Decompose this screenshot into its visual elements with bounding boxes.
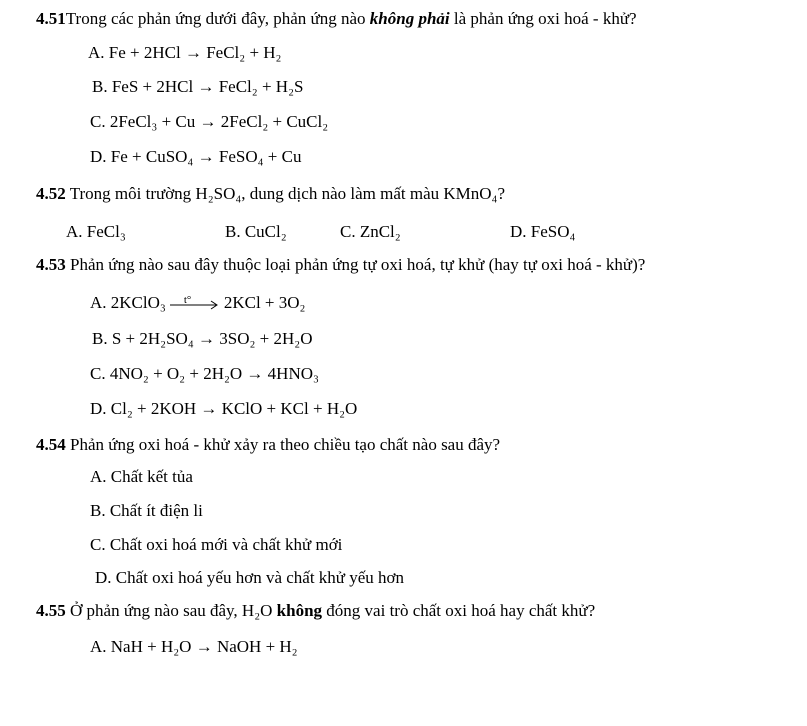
question-number: 4.55 bbox=[36, 601, 66, 620]
products: 2KCl + 3O₂ bbox=[223, 293, 306, 312]
question-text: Trong các phản ứng dưới đây, phản ứng nào bbox=[65, 9, 370, 28]
option-c[interactable]: C. Chất oxi hoá mới và chất khử mới bbox=[90, 535, 343, 554]
question-4-55 bbox=[36, 600, 595, 622]
option-a[interactable]: A. Chất kết tủa bbox=[90, 467, 193, 486]
question-text: Phản ứng nào sau đây thuộc loại phản ứng tự oxi hoá, tự khử (hay tự oxi hoá - khử)? bbox=[70, 255, 646, 274]
option-a[interactable]: A. NaH + H₂O → NaOH + H₂ bbox=[90, 637, 298, 656]
question-number: 4.53 bbox=[36, 255, 66, 274]
option-d[interactable]: D. Chất oxi hoá yếu hơn và chất khử yếu hơn bbox=[95, 568, 405, 587]
option-c[interactable]: C. 2FeCl₃ + Cu → 2FeCl₂ + CuCl₂ bbox=[90, 112, 329, 131]
question-number: 4.51 bbox=[36, 9, 66, 28]
question-4-51 bbox=[36, 8, 637, 30]
option-d[interactable]: D. Cl₂ + 2KOH → KClO + KCl + H₂O bbox=[90, 399, 358, 418]
option-b[interactable]: B. Chất ít điện li bbox=[90, 501, 203, 520]
heat-arrow bbox=[170, 294, 220, 311]
arrow-icon bbox=[170, 300, 220, 310]
question-4-52 bbox=[36, 183, 505, 205]
option-c[interactable]: C. ZnCl₂ bbox=[340, 222, 401, 241]
heat-label: t° bbox=[183, 294, 192, 307]
question-text-end: đóng vai trò chất oxi hoá hay chất khử? bbox=[322, 601, 596, 620]
question-text: Ở phản ứng nào sau đây, H₂O bbox=[70, 601, 277, 620]
option-c[interactable]: C. 4NO₂ + O₂ + 2H₂O → 4HNO₃ bbox=[90, 364, 319, 383]
reactants: A. 2KClO₃ bbox=[90, 293, 166, 312]
option-a[interactable]: A. FeCl₃ bbox=[66, 222, 126, 241]
question-emphasis: không phải bbox=[369, 9, 450, 28]
option-d[interactable]: D. FeSO₄ bbox=[510, 222, 576, 241]
question-4-54 bbox=[36, 434, 500, 456]
option-b[interactable]: B. FeS + 2HCl → FeCl₂ + H₂S bbox=[92, 77, 304, 96]
option-b[interactable]: B. S + 2H₂SO₄ → 3SO₂ + 2H₂O bbox=[92, 329, 313, 348]
option-b[interactable]: B. CuCl₂ bbox=[225, 222, 287, 241]
options-row bbox=[0, 221, 807, 243]
question-number: 4.52 bbox=[36, 184, 66, 203]
question-text-end: là phản ứng oxi hoá - khử? bbox=[449, 9, 637, 28]
question-emphasis: không bbox=[276, 601, 323, 620]
question-text: Trong môi trường H₂SO₄, dung dịch nào làm mất màu KMnO₄? bbox=[69, 184, 506, 203]
option-a[interactable]: A. Fe + 2HCl → FeCl₂ + H₂ bbox=[88, 43, 282, 62]
question-number: 4.54 bbox=[36, 435, 66, 454]
option-a[interactable] bbox=[90, 292, 305, 314]
question-text: Phản ứng oxi hoá - khử xảy ra theo chiều tạo chất nào sau đây? bbox=[70, 435, 501, 454]
question-4-53 bbox=[36, 254, 645, 276]
option-d[interactable]: D. Fe + CuSO₄ → FeSO₄ + Cu bbox=[90, 147, 302, 166]
